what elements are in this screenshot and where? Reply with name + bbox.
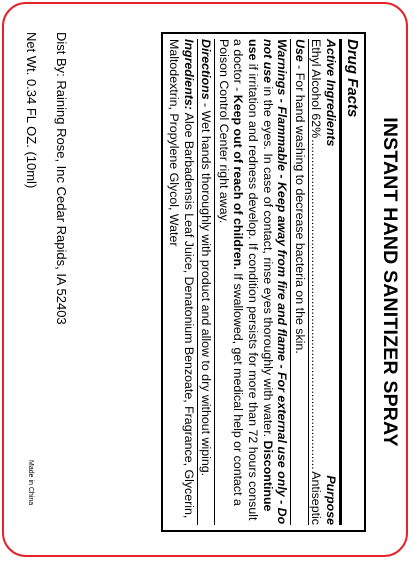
made-in-china: Made in China [27,459,34,505]
active-header-row [323,39,338,525]
purpose-value: Antiseptic [309,470,324,525]
ingredients-text: Aloe Barbadensis Leaf Juice, Denatonium Benzoate, Fragrance, Glycerin, Maltodextrin, Propylene Glycol, Water [167,38,196,518]
discontinue-label: Discontinue use [246,38,275,511]
dot-leader [309,139,324,470]
ingredients-section [165,39,197,525]
distributor-line: Dist By: Raining Rose, Inc Cedar Rapids, IA 52403 [54,31,69,325]
active-ingredient-value: Ethyl Alcohol 62% [309,38,324,138]
directions-section [198,39,216,525]
warnings-text-1: in the eyes. In case of contact, rinse eyes thoroughly with water. [260,82,275,441]
active-ingredient-row [309,39,324,525]
ingredients-label: Ingredients: [181,38,196,110]
warnings-section [215,39,291,525]
active-ingredients-label: Active Ingredients [324,38,338,146]
warnings-text-3: If swallowed, get medical help or contact a Poison Control Center right away. [216,38,246,506]
product-title: INSTANT HAND SANITIZER SPRAY [379,116,401,447]
warnings-label: Warnings - Flammable - Keep away from fire and flame - For external use only - Do not use [260,38,290,524]
purpose-label: Purpose [324,474,338,525]
net-weight: Net Wt. 0.34 FL OZ. (10ml) [24,31,39,188]
use-section [291,39,309,525]
drug-facts-panel [161,32,366,532]
use-label: Use [292,38,307,62]
label-content [12,14,402,550]
keep-out-label: Keep out of reach of children. [231,94,246,270]
warnings-text-2: if irritation and redness develop. If condition persists for more than 72 hours consult a doctor - [231,38,261,520]
drug-facts-heading: Drug Facts [339,39,361,525]
use-text: - For hand washing to decrease bacteria on the skin. [292,61,307,354]
directions-text: - Wet hands thoroughly with product and allow to dry without wiping. [199,99,214,476]
directions-label: Directions [199,38,214,100]
